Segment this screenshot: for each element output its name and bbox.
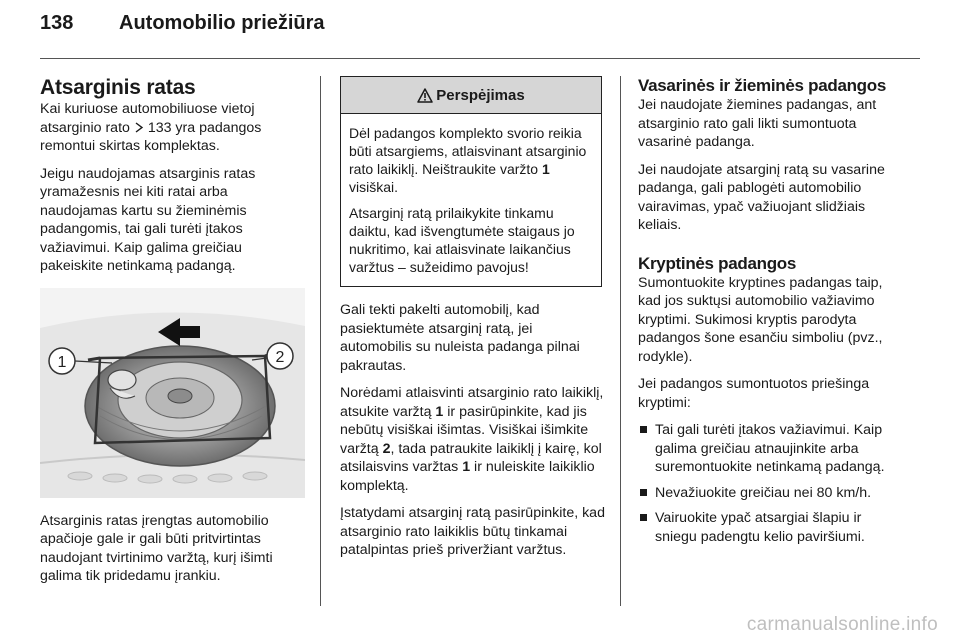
header-divider — [40, 58, 920, 59]
warning-paragraph-1: Dėl padangos komplekto svorio reikia būti atsargiems, atlaisvinant atsarginio rato laikiklį. Neištraukite varžto 1 visiškai. — [349, 125, 587, 195]
paragraph-install: Įstatydami atsarginį ratą pasirūpinkite, kad atsarginio rato laikiklis būtų tinkamai patalpintas prieš priveržiant varžtus. — [340, 505, 605, 558]
column-left — [40, 76, 305, 595]
watermark: carmanualsonline.info — [746, 614, 938, 635]
paragraph-intro: Kai kuriuose automobiliuose vietoj atsarginio rato 133 yra padangos remontui skirtas komplektas. — [40, 101, 262, 154]
bullet-list — [638, 421, 906, 546]
figure-label-2: 2 — [275, 348, 285, 366]
warning-paragraph-2: Atsarginį ratą prilaikykite tinkamu daiktu, kad išvengtumėte staigaus jo nukritimo, kai atlaisvinate laikančius varžtus – sužeidimo pavojus! — [349, 205, 575, 275]
column-right — [638, 76, 906, 553]
page-header — [40, 12, 920, 42]
section-heading-summer-winter: Vasarinės ir žieminės padangos — [638, 76, 887, 95]
warning-body — [341, 114, 601, 286]
page-number: 138 — [40, 12, 74, 34]
page-reference-arrow-icon — [134, 122, 144, 133]
page-title: Automobilio priežiūra — [119, 12, 325, 34]
paragraph-directional-mount: Sumontuokite kryptines padangas taip, kad jos suktųsi automobilio važiavimo kryptimi. Sukimosi kryptis parodyta padangos šone esančiu simboliu (pvz., rodykle). — [638, 274, 883, 365]
warning-header — [341, 77, 601, 114]
paragraph-size-warning: Jeigu naudojamas atsarginis ratas yramažesnis nei kiti ratai arba naudojamas kartu su žieminėmis padangomis, tai gali turėti įtakos važiavimui. Kaip galima greičiau pakeiskite netinkamą padangą. — [40, 165, 256, 274]
list-item: Tai gali turėti įtakos važiavimui. Kaip galima greičiau atnaujinkite arba suremontuokite netinkamą padangą. — [638, 421, 906, 477]
paragraph-summer-spare: Jei naudojate atsarginį ratą su vasarine padanga, gali pablogėti automobilio vairavimas, ypač važiuojant slidžiais keliais. — [638, 161, 885, 233]
paragraph-opposite-direction: Jei padangos sumontuotos priešinga kryptimi: — [638, 376, 870, 411]
warning-box — [340, 76, 602, 287]
paragraph-winter-tyres: Jei naudojate žiemines padangas, ant atsarginio rato gali likti sumontuota vasarinė padanga. — [638, 97, 877, 150]
column-divider — [620, 76, 621, 606]
spare-wheel-illustration — [40, 288, 305, 498]
column-middle — [340, 76, 605, 569]
paragraph-location: Atsarginis ratas įrengtas automobilio apačioje gale ir gali būti pritvirtintas naudojant tvirtinimo varžtą, kurį išimti galima tik pridedamu įrankiu. — [40, 512, 273, 584]
column-divider — [320, 76, 321, 606]
page-reference[interactable]: 133 — [147, 119, 172, 136]
list-item: Vairuokite ypač atsargiai šlapiu ir sniegu padengtu kelio paviršiumi. — [638, 509, 906, 546]
warning-title: Perspėjimas — [436, 86, 525, 104]
warning-triangle-icon — [417, 88, 433, 103]
section-heading-directional: Kryptinės padangos — [638, 253, 797, 273]
section-heading-spare-wheel: Atsarginis ratas — [40, 76, 196, 99]
figure-label-1: 1 — [57, 353, 67, 371]
paragraph-release-holder: Norėdami atlaisvinti atsarginio rato laikiklį, atsukite varžtą 1 ir pasirūpinkite, kad jis nebūtų visiškai išimtas. Visiškai išimkite varžtą 2, tada patraukite laikiklį į kairę, kol atsilaisvins varžtas 1 ir nuleiskite laikiklio komplektą. — [340, 385, 604, 494]
paragraph-lift-vehicle: Gali tekti pakelti automobilį, kad pasiektumėte atsarginį ratą, jei automobilis su nuleista padanga pilnai pakrautas. — [340, 302, 580, 374]
list-item: Nevažiuokite greičiau nei 80 km/h. — [638, 484, 906, 503]
